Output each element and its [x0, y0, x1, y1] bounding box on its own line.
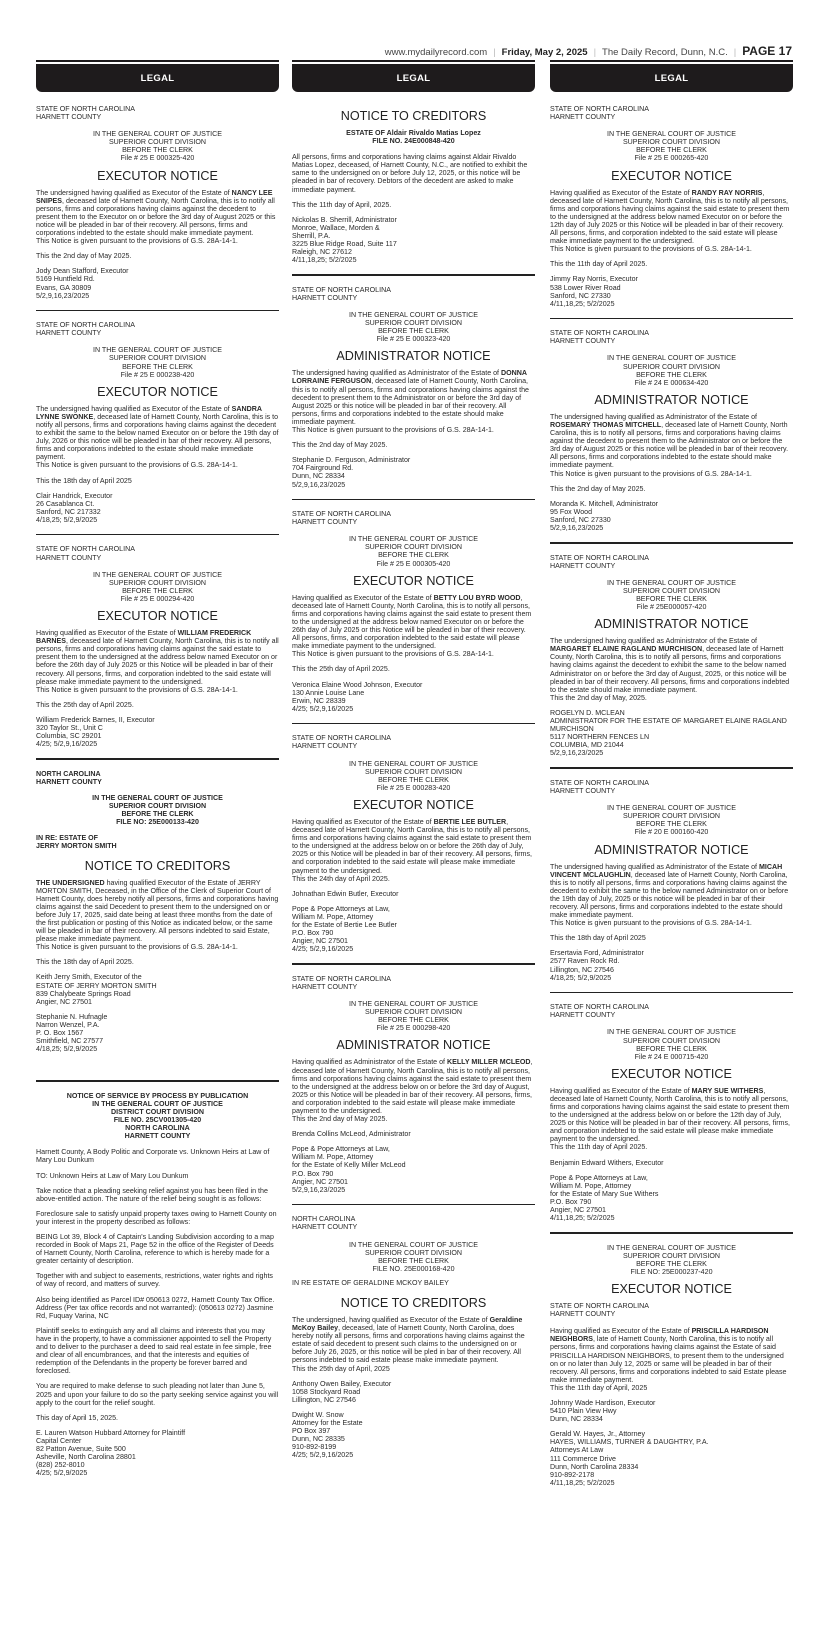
notice-paragraph: Together with and subject to easements, restrictions, water rights and rights of way of record, and matters of survey. [36, 1272, 273, 1289]
notice-divider [292, 274, 535, 276]
notice-divider [292, 1204, 535, 1206]
venue-heading: STATE OF NORTH CAROLINA HARNETT COUNTY [36, 105, 135, 122]
text-segment: The undersigned, having qualified as Executor of the Estate of [292, 1315, 490, 1324]
notice-title: EXECUTOR NOTICE [353, 797, 474, 812]
notice-title: EXECUTOR NOTICE [97, 609, 218, 624]
notice-divider [36, 310, 279, 312]
legal-notice [36, 770, 279, 1071]
column-content [550, 92, 793, 1487]
notice-title: ADMINISTRATOR NOTICE [594, 842, 749, 857]
legal-notice [550, 1003, 793, 1222]
text-segment: , deceased late of Harnett County, North Carolina, this is to notify all persons, firms and corporations having claims against the said estate to present them to the undersigned at the address below named Executor on or before the 26th day of July 2025 or this Notice will be pleaded in bar of their recovery. All persons, firms, and corporation indebted to the said estate will please make immediate payment to the undersigned. [292, 593, 532, 651]
notice-paragraph: This the 18th day of April 2025 [36, 476, 132, 485]
column-3 [550, 60, 793, 1494]
decedent-name: WILLIAM FREDERICK BARNES [36, 629, 252, 646]
notice-paragraph: Plaintiff seeks to extinguish any and all claims and interests that you may have in the property, to have a commissioner appointed to sell the Property and to deliver to the purchaser a deed to said real estate in fee simple, free and clear of all encumbrances, and that the interests and equities of redemption of the Defendants in the property be forever barred and foreclosed. [36, 1326, 272, 1376]
notice-paragraph: This Notice is given pursuant to the provisions of G.S. 28A-14-1. [36, 685, 238, 694]
text-segment: , deceased late of Harnett County, North Carolina, this is to notify all persons, firms and corporations having claims against the decedent to exhibit the same to the below named Administrator on or before the 19th day of July, 2025 or this notice will be pleaded in bar of their recovery. All persons, firms and corporations indebted to the estate should make immediate payment. [550, 870, 789, 920]
column-content [36, 92, 279, 1477]
notice-paragraph: This the 25th day of April 2025. [36, 700, 134, 709]
venue-heading: STATE OF NORTH CAROLINA HARNETT COUNTY [550, 1003, 649, 1020]
notice-divider [550, 542, 793, 544]
text-segment: Having qualified as Executor of the Estate of [292, 593, 434, 602]
legal-notice [292, 286, 535, 489]
notice-paragraph: Moranda K. Mitchell, Administrator 95 Fox Wood Sanford, NC 27330 5/2,9,16,23/2025 [550, 499, 659, 532]
court-heading: IN THE GENERAL COURT OF JUSTICE SUPERIOR COURT DIVISION BEFORE THE CLERK File # 24 E 000634-420 [606, 354, 737, 387]
notice-paragraph: Benjamin Edward Withers, Executor [550, 1158, 664, 1167]
column-content [292, 92, 535, 1459]
decedent-name: THE UNDERSIGNED [36, 878, 105, 887]
notice-divider [292, 499, 535, 501]
court-heading: IN THE GENERAL COURT OF JUSTICE SUPERIOR COURT DIVISION BEFORE THE CLERK File # 25E000057-420 [606, 578, 737, 612]
notice-paragraph: Foreclosure sale to satisfy unpaid property taxes owing to Harnett County on your interest in the property described as follows: [36, 1209, 277, 1226]
notice-paragraph: BEING Lot 39, Block 4 of Captain's Landing Subdivision according to a map recorded in Book of Maps 21, Page 52 in the office of the Register of Deeds of Harnett County, North Carolina, reference to which is hereby made for a greater certainty of description. [36, 1233, 274, 1266]
text-segment: The undersigned having qualified as Administrator of the Estate of [292, 369, 501, 378]
notice-paragraph: Stephanie N. Hufnagle Narron Wenzel, P.A. P. O. Box 1567 Smithfield, NC 27577 4/18,25; 5/2,9/2025 [36, 1012, 108, 1054]
notice-paragraph: Jimmy Ray Norris, Executor 538 Lower River Road Sanford, NC 27330 4/11,18,25; 5/2/2025 [550, 275, 638, 308]
notice-paragraph: This the 11th day of April 2025. [550, 260, 648, 269]
notice-paragraph: This Notice is given pursuant to the provisions of G.S. 28A-14-1. [36, 237, 238, 246]
notice-divider [550, 318, 793, 320]
column-top-rule [36, 60, 279, 62]
legal-notice [292, 510, 535, 713]
section-header-legal: LEGAL [292, 64, 535, 92]
legal-notice [36, 105, 279, 300]
text-segment: Having qualified as Executor of the Estate of [550, 1327, 692, 1336]
text-segment: , deceased, late of Harnett County, North Carolina, does hereby notify all persons, firms and corporations having claims against the estate of said decedent to present such claims to the undersigned on or before July 26, 2025, or this notice will be pled in bar of their recovery. All persons indebted to said estate please make immediate payment. [292, 1324, 525, 1365]
venue-heading: STATE OF NORTH CAROLINA HARNETT COUNTY [292, 734, 391, 751]
court-heading: IN THE GENERAL COURT OF JUSTICE SUPERIOR COURT DIVISION BEFORE THE CLERK File # 25 E 000294-420 [92, 570, 223, 603]
notice-paragraph: Take notice that a pleading seeking relief against you has been filed in the above-entitled action. The nature of the relief being sought is as follows: [36, 1186, 268, 1203]
decedent-name: MARY SUE WITHERS [691, 1086, 764, 1095]
text-segment: The undersigned having qualified as Administrator of the Estate of [550, 637, 758, 646]
notice-divider [550, 1232, 793, 1234]
notice-title: EXECUTOR NOTICE [97, 168, 218, 183]
notice-paragraph: This the 2nd day of May 2025. [292, 441, 388, 450]
text-segment: , deceased late of Harnett County, North Carolina, this is to notify all persons, firms and corporations having claims against the said estate to present them to the undersigned at the address below named Executor on or before the 12th day of July 2025 or this Notice will be pleaded in bar of their recovery. All persons, firms, and corporation indebted to the said estate will please make immediate payment to the undersigned. [550, 188, 790, 246]
notice-paragraph: ROGELYN D. MCLEAN ADMINISTRATOR FOR THE ESTATE OF MARGARET ELAINE RAGLAND MURCHISON 5117 NORTHERN FENCES LN COLUMBIA, MD 21044 5/2,9,16,23/2025 [550, 708, 787, 758]
notice-paragraph [550, 1327, 793, 1384]
paper-name: The Daily Record, Dunn, N.C. [602, 47, 728, 58]
notice-paragraph: Also being identified as Parcel ID# 050613 0272, Harnett County Tax Office. Address (Per tax office records and not warranted): (050613 0272) Jasmine Rd, Fuquay Varina, NC [36, 1295, 275, 1320]
section-header-legal: LEGAL [36, 64, 279, 92]
notice-paragraph: Pope & Pope Attorneys at Law, William M. Pope, Attorney for the Estate of Kelly Miller McLeod P.O. Box 790 Angier, NC 27501 5/2,9,16,23/2025 [292, 1145, 406, 1194]
notice-paragraph: This the 11th day of April, 2025 [550, 1383, 648, 1392]
notice-divider [36, 1080, 279, 1082]
court-heading: NOTICE OF SERVICE BY PROCESS BY PUBLICATION IN THE GENERAL COURT OF JUSTICE DISTRICT COURT DIVISION FILE NO. 25CV001305-420 NORTH CAROLINA HARNETT COUNTY [66, 1091, 249, 1141]
divider: | [733, 47, 737, 58]
notice-paragraph [292, 1316, 535, 1365]
notice-paragraph: This the 11th day of April 2025. [550, 1143, 648, 1152]
text-segment: Having qualified as Administrator of the Estate of [292, 1058, 447, 1067]
notice-paragraph [36, 189, 279, 238]
section-header-legal: LEGAL [550, 64, 793, 92]
divider: | [493, 47, 496, 58]
court-heading: IN THE GENERAL COURT OF JUSTICE SUPERIOR COURT DIVISION BEFORE THE CLERK File # 25 E 000298-420 [348, 1000, 479, 1033]
notice-divider [550, 767, 793, 769]
notice-paragraph: E. Lauren Watson Hubbard Attorney for Plaintiff Capital Center 82 Patton Avenue, Suite 500 Asheville, North Carolina 28801 (828) 252-8010 4/25; 5/2,9/2025 [36, 1428, 186, 1478]
issue-date: Friday, May 2, 2025 [501, 47, 588, 58]
text-segment: , deceased late of Harnett County, North Carolina, this is to notify all persons, firms and corporations having claims against the said estate to present them to the undersigned at the address below on or before the 26th day of July, 2025 or this Notice will be pleaded in bar of their recovery. All persons, firms, and corporation indebted to the said estate will please make immediate payment to the undersigned. [292, 817, 532, 875]
notice-paragraph: Veronica Elaine Wood Johnson, Executor 130 Annie Louise Lane Erwin, NC 28339 4/25; 5/2,9,16/2025 [292, 680, 423, 713]
text-segment: , late of Harnett County, North Carolina, this is to notify all persons, firms and corporations having claims against the Estate of said PRISCILLA HARDISON NEIGHBORS, to present them to the undersigned on or no later than July 12, 2025 or same will be pleaded in bar of their recovery. All persons, firms and corporations indebted to said Estate please make immediate payment. [550, 1335, 787, 1384]
venue-heading: NORTH CAROLINA HARNETT COUNTY [292, 1215, 358, 1232]
notice-divider [550, 992, 793, 994]
notice-paragraph: This Notice is given pursuant to the provisions of G.S. 28A-14-1. [550, 469, 752, 478]
court-heading: IN THE GENERAL COURT OF JUSTICE SUPERIOR COURT DIVISION BEFORE THE CLERK FILE NO: 25E000133-420 [92, 793, 223, 827]
notice-title: NOTICE TO CREDITORS [84, 858, 231, 873]
text-segment: The undersigned having qualified as Administrator of the Estate of [550, 412, 758, 421]
legal-notice [550, 554, 793, 758]
notice-paragraph: Pope & Pope Attorneys at Law, William M. Pope, Attorney for the Estate of Bertie Lee Butler P.O. Box 790 Angier, NC 27501 4/25; 5/2,9,16/2025 [292, 904, 397, 954]
page-masthead [385, 44, 792, 58]
text-segment: Having qualified as Executor of the Estate of [292, 817, 434, 826]
notice-paragraph [550, 637, 793, 694]
notice-paragraph: Clair Handrick, Executor 26 Casablanca Ct. Sanford, NC 217332 4/18,25; 5/2,9/2025 [36, 491, 113, 524]
notice-paragraph [550, 413, 793, 470]
notice-paragraph: William Frederick Barnes, II, Executor 320 Taylor St., Unit C Columbia, SC 29201 4/25; 5/2,9,16/2025 [36, 715, 155, 749]
court-heading: IN THE GENERAL COURT OF JUSTICE SUPERIOR COURT DIVISION BEFORE THE CLERK File # 25 E 000325-420 [92, 130, 223, 163]
notice-paragraph [292, 594, 535, 651]
notice-paragraph [292, 818, 535, 875]
venue-heading: STATE OF NORTH CAROLINA HARNETT COUNTY [292, 974, 391, 991]
notice-paragraph: This Notice is given pursuant to the provisions of G.S. 28A-14-1. [550, 245, 752, 254]
venue-heading: IN RE: ESTATE OF JERRY MORTON SMITH [36, 834, 117, 851]
notice-paragraph: This Notice is given pursuant to the provisions of G.S. 28A-14-1. [292, 650, 494, 659]
decedent-name: PRISCILLA HARDISON NEIGHBORS [550, 1327, 769, 1344]
venue-heading: STATE OF NORTH CAROLINA HARNETT COUNTY [292, 510, 391, 527]
notice-paragraph: Johnny Wade Hardison, Executor 5410 Plain View Hwy Dunn, NC 28334 [550, 1399, 656, 1424]
venue-heading: STATE OF NORTH CAROLINA HARNETT COUNTY [550, 105, 649, 122]
notice-paragraph: Nickolas B. Sherrill, Administrator Monroe, Wallace, Morden & Sherrill, P.A. 3225 Blue Ridge Road, Suite 117 Raleigh, NC 27612 4/11,18,25; 5/2/2025 [292, 215, 397, 265]
court-heading: IN THE GENERAL COURT OF JUSTICE SUPERIOR COURT DIVISION BEFORE THE CLERK FILE NO: 25E000237-420 [606, 1243, 737, 1276]
website-url[interactable]: www.mydailyrecord.com [384, 47, 488, 58]
court-heading: IN THE GENERAL COURT OF JUSTICE SUPERIOR COURT DIVISION BEFORE THE CLERK File # 25 E 000305-420 [348, 535, 479, 568]
notice-paragraph: This the 2nd day of May 2025. [550, 484, 646, 493]
notice-paragraph: All persons, firms and corporations having claims against Aldair Rivaldo Matias Lopez, deceased, of Harnett County, N.C., are notified to exhibit the same to the undersigned on or before July 12, 2025, or this notice will be pleaded in bar of recovery. Debtors of the decedent are asked to make immediate payment. [292, 153, 528, 194]
venue-heading: STATE OF NORTH CAROLINA HARNETT COUNTY [550, 1302, 649, 1319]
court-heading: IN THE GENERAL COURT OF JUSTICE SUPERIOR COURT DIVISION BEFORE THE CLERK File # 24 E 000715-420 [606, 1028, 737, 1061]
notice-divider [36, 534, 279, 536]
notice-paragraph [36, 405, 279, 462]
notice-paragraph: Ersertavia Ford, Administrator 2577 Raven Rock Rd. Lillington, NC 27546 4/18,25; 5/2,9/2025 [550, 949, 644, 982]
notice-paragraph: Johnathan Edwin Butler, Executor [292, 889, 399, 898]
legal-notice [550, 779, 793, 982]
court-heading: IN THE GENERAL COURT OF JUSTICE SUPERIOR COURT DIVISION BEFORE THE CLERK File # 20 E 000160-420 [606, 804, 737, 837]
notice-paragraph: This the 2nd day of May 2025. [292, 1115, 388, 1124]
notice-title: NOTICE TO CREDITORS [340, 1295, 487, 1310]
text-segment: , deceased late of Harnett County, North Carolina, this is to notify all persons, firms and corporations having claims against the decedent to present them to the Executor on or before the 3rd day of August 2025 or this notice will be pleaded in bar of their recovery. All persons, firms and corporations indebted to the estate should make immediate payment. [36, 196, 276, 238]
decedent-name: NANCY LEE SNIPES [36, 188, 273, 205]
legal-notice [292, 1215, 535, 1459]
decedent-name: ROSEMARY THOMAS MITCHELL [550, 420, 662, 429]
notice-paragraph [550, 1087, 793, 1144]
venue-heading: NORTH CAROLINA HARNETT COUNTY [36, 769, 102, 786]
notice-paragraph: Anthony Owen Bailey, Executor 1058 Stockyard Road Lillington, NC 27546 [292, 1379, 392, 1404]
text-segment: , deceased late of Harnett County, North Carolina, this is to notify all persons, firms and corporations having claims against the said estate to present them to the undersigned at the address below named Executor on or before the 26th day of July 2025 or this Notice will be pleaded in bar of their recovery. All persons, firms, and corporation indebted to the said estate will please make immediate payment to the undersigned. [36, 637, 279, 686]
notice-paragraph: This Notice is given pursuant to the provisions of G.S. 28A-14-1. [36, 943, 238, 952]
notice-paragraph: This the 2nd day of May 2025. [36, 252, 132, 261]
notice-paragraph [292, 1058, 535, 1115]
column-2 [292, 60, 535, 1466]
legal-notice [550, 329, 793, 532]
notice-title: EXECUTOR NOTICE [97, 384, 218, 399]
court-heading: IN THE GENERAL COURT OF JUSTICE SUPERIOR COURT DIVISION BEFORE THE CLERK File # 25 E 000265-420 [606, 130, 737, 163]
venue-heading: IN RE ESTATE OF GERALDINE MCKOY BAILEY [292, 1278, 449, 1287]
text-segment: , deceased late of Harnett County, North Carolina, this is to notify all persons, firms and corporations having claims against the decedent to present them to the Administrator on or before the 3rd day of August 2025 or this notice will be pleaded in bar of their recovery. All persons, firms and corporations indebted to the estate should make immediate payment. [292, 377, 529, 426]
notice-paragraph: Jody Dean Stafford, Executor 5169 Huntfield Rd. Evans, GA 30809 5/2,9,16,23/2025 [36, 267, 129, 300]
notice-paragraph: This the 11th day of April, 2025. [292, 200, 392, 209]
column-top-rule [292, 60, 535, 62]
column-top-rule [550, 60, 793, 62]
legal-notice [36, 1092, 279, 1478]
notice-paragraph: Stephanie D. Ferguson, Administrator 704 Fairground Rd. Dunn, NC 28334 5/2,9,16,23/2025 [292, 456, 411, 489]
notice-paragraph [36, 879, 279, 944]
notice-title: ADMINISTRATOR NOTICE [594, 392, 749, 407]
notice-paragraph: TO: Unknown Heirs at Law of Mary Lou Dunkum [36, 1171, 189, 1180]
notice-paragraph: Brenda Collins McLeod, Administrator [292, 1130, 411, 1139]
notice-paragraph: Keith Jerry Smith, Executor of the ESTATE OF JERRY MORTON SMITH 839 Chalybeate Springs Road Angier, NC 27501 [36, 973, 157, 1006]
text-segment: The undersigned having qualified as Executor of the Estate of [36, 188, 232, 197]
decedent-name: SANDRA LYNNE SWONKE [36, 404, 262, 421]
text-segment: , deceased late of Harnett County, North Carolina, this is to notify all persons, firms and corporations having claims against the decedent to exhibit the same to the below named Executor on or before the 19th day of July, 2026 or this notice will be pleaded in bar of their recovery. All persons, firms and corporations indebted to the estate should make immediate payment. [36, 412, 279, 462]
text-segment: Having qualified as Executor of the Estate of [550, 1086, 692, 1095]
text-segment: The undersigned having qualified as Administrator of the Estate of [550, 862, 759, 871]
venue-heading: STATE OF NORTH CAROLINA HARNETT COUNTY [36, 321, 135, 338]
notice-divider [292, 723, 535, 725]
text-segment: The undersigned having qualified as Executor of the Estate of [36, 404, 232, 413]
notice-title: ADMINISTRATOR NOTICE [336, 1038, 491, 1053]
decedent-name: MICAH VINCENT MCLAUGHLIN [550, 862, 783, 879]
venue-heading: STATE OF NORTH CAROLINA HARNETT COUNTY [292, 285, 391, 302]
notice-paragraph: This Notice is given pursuant to the provisions of G.S. 28A-14-1. [550, 919, 752, 928]
decedent-name: KELLY MILLER MCLEOD [446, 1058, 531, 1067]
notice-paragraph: This Notice is given pursuant to the provisions of G.S. 28A-14-1. [36, 461, 238, 470]
text-segment: , deceased late of Harnett County, North Carolina, this is to notify all persons, firms and corporations having claims against the decedent to present them to the Administrator on or before the 3rd day of August 2025 or this notice will be pleaded in bar of their recovery. All persons, firms and corporations indebted to the estate should make immediate payment. [550, 420, 789, 470]
notice-divider [36, 758, 279, 760]
notice-paragraph: This day of April 15, 2025. [36, 1413, 119, 1422]
notice-title: ADMINISTRATOR NOTICE [336, 349, 491, 364]
legal-notice [550, 105, 793, 308]
text-segment: , deceased late of Harnett County, North Carolina, this is to notify all persons, firms and corporations having claims against the said estate to present them to the undersigned at the address below on or before the 12th day of July, 2025 or this Notice will be pleaded in bar of their recovery. All persons, firms, and corporation indebted to the said estate will please make immediate payment to the undersigned. [550, 1086, 790, 1144]
text-segment: having qualified Executor of the Estate of JERRY MORTON SMITH, Deceased, in the Office of the Clerk of Superior Court of Harnett County, does hereby notify all persons, firms and corporations having claims against the said Decedent to present them to the undersigned on or before July 17, 2025, said date being at least three months from the date of the first publication or posting of this Notice as indicated below, or the same will be pleaded in bar of their recovery. All persons indebted to said Estate, please make immediate payment. [36, 878, 279, 944]
divider: | [593, 47, 597, 58]
notice-paragraph [550, 189, 793, 246]
notice-title: EXECUTOR NOTICE [611, 168, 732, 183]
notice-paragraph: This the 25th day of April 2025. [292, 665, 390, 674]
legal-notice [36, 321, 279, 524]
notice-paragraph: Harnett County, A Body Politic and Corporate vs. Unknown Heirs at Law of Mary Lou Dunkum [36, 1148, 270, 1165]
decedent-name: Geraldine McKoy Bailey [292, 1315, 523, 1333]
column-1 [36, 60, 279, 1484]
legal-notice [36, 545, 279, 748]
venue-heading: STATE OF NORTH CAROLINA HARNETT COUNTY [550, 553, 649, 570]
decedent-name: MARGARET ELAINE RAGLAND MURCHISON [550, 645, 703, 654]
court-heading: ESTATE OF Aldair Rivaldo Matias Lopez FILE NO. 24E000848-420 [346, 129, 481, 146]
venue-heading: STATE OF NORTH CAROLINA HARNETT COUNTY [550, 329, 649, 346]
notice-title: EXECUTOR NOTICE [353, 573, 474, 588]
decedent-name: BERTIE LEE BUTLER [433, 817, 507, 826]
notice-title: EXECUTOR NOTICE [611, 1282, 732, 1297]
legal-notice [292, 734, 535, 953]
page-number: PAGE 17 [742, 44, 792, 58]
text-segment: , deceased late of Harnett County, North Carolina, this is to notify all persons, firms and corporations having claims against the said estate to present them to the undersigned at the address below on or before the 3rd day of August, 2025 or this Notice will be pleaded in bar of their recovery. All persons, firms, and corporation indebted to the said estate will please make immediate payment to the undersigned. [292, 1058, 533, 1115]
court-heading: IN THE GENERAL COURT OF JUSTICE SUPERIOR COURT DIVISION BEFORE THE CLERK FILE NO. 25E000168-420 [348, 1240, 479, 1273]
notice-paragraph: This the 18th day of April 2025 [550, 934, 646, 943]
notice-divider [292, 963, 535, 965]
court-heading: IN THE GENERAL COURT OF JUSTICE SUPERIOR COURT DIVISION BEFORE THE CLERK File # 25 E 000323-420 [348, 311, 479, 344]
notice-paragraph [550, 863, 793, 920]
notice-paragraph: This Notice is given pursuant to the provisions of G.S. 28A-14-1. [292, 426, 494, 435]
notice-paragraph: Dwight W. Snow Attorney for the Estate PO Box 397 Dunn, NC 28335 910-892-8199 4/25; 5/2,9,16/2025 [292, 1410, 363, 1460]
notice-paragraph: You are required to make defense to such pleading not later than June 5, 2025 and upon your failure to do so the party seeking service against you will apply to the court for the relief sought. [36, 1382, 279, 1407]
spacer [36, 1060, 279, 1070]
legal-notice [292, 975, 535, 1194]
notice-paragraph [292, 369, 535, 426]
decedent-name: DONNA LORRAINE FERGUSON [292, 369, 527, 386]
notice-title: NOTICE TO CREDITORS [340, 109, 487, 123]
decedent-name: BETTY LOU BYRD WOOD [433, 593, 521, 602]
notice-paragraph: This the 2nd day of May, 2025. [550, 693, 647, 702]
notice-title: ADMINISTRATOR NOTICE [594, 617, 749, 632]
notice-title: EXECUTOR NOTICE [611, 1066, 732, 1081]
notice-paragraph: This the 18th day of April 2025. [36, 958, 134, 967]
notice-paragraph: Gerald W. Hayes, Jr., Attorney HAYES, WILLIAMS, TURNER & DAUGHTRY, P.A. Attorneys At Law 111 Commerce Drive Dunn, North Carolina 28334 910-892-2178 4/11,18,25; 5/2/2025 [550, 1430, 709, 1487]
text-segment: Having qualified as Executor of the Estate of [550, 188, 692, 197]
notice-paragraph: Pope & Pope Attorneys at Law, William M. Pope, Attorney for the Estate of Mary Sue Withers P.O. Box 790 Angier, NC 27501 4/11,18,25; 5/2/2025 [550, 1173, 659, 1223]
notice-paragraph: This the 24th day of April 2025. [292, 874, 390, 883]
venue-heading: STATE OF NORTH CAROLINA HARNETT COUNTY [550, 778, 649, 796]
text-segment: Having qualified as Executor of the Estate of [36, 629, 178, 638]
venue-heading: STATE OF NORTH CAROLINA HARNETT COUNTY [36, 545, 135, 562]
notice-paragraph [36, 629, 279, 686]
notice-paragraph: This the 25th day of April, 2025 [292, 1364, 390, 1373]
text-segment: , deceased late of Harnett County, North Carolina, this is to notify all persons, firms and corporations having claims against the decedent to exhibit the same to the below named Administrator on or before the 3rd day of August, 2025, or this notice will be pleaded in bar of their recovery. All persons, firms and corporations indebted to the estate should make immediate payment. [550, 645, 790, 694]
decedent-name: RANDY RAY NORRIS [691, 188, 763, 197]
court-heading: IN THE GENERAL COURT OF JUSTICE SUPERIOR COURT DIVISION BEFORE THE CLERK File # 25 E 000238-420 [92, 346, 223, 379]
legal-notice [550, 1244, 793, 1487]
legal-notice [292, 109, 535, 264]
court-heading: IN THE GENERAL COURT OF JUSTICE SUPERIOR COURT DIVISION BEFORE THE CLERK File # 25 E 000283-420 [348, 759, 479, 792]
